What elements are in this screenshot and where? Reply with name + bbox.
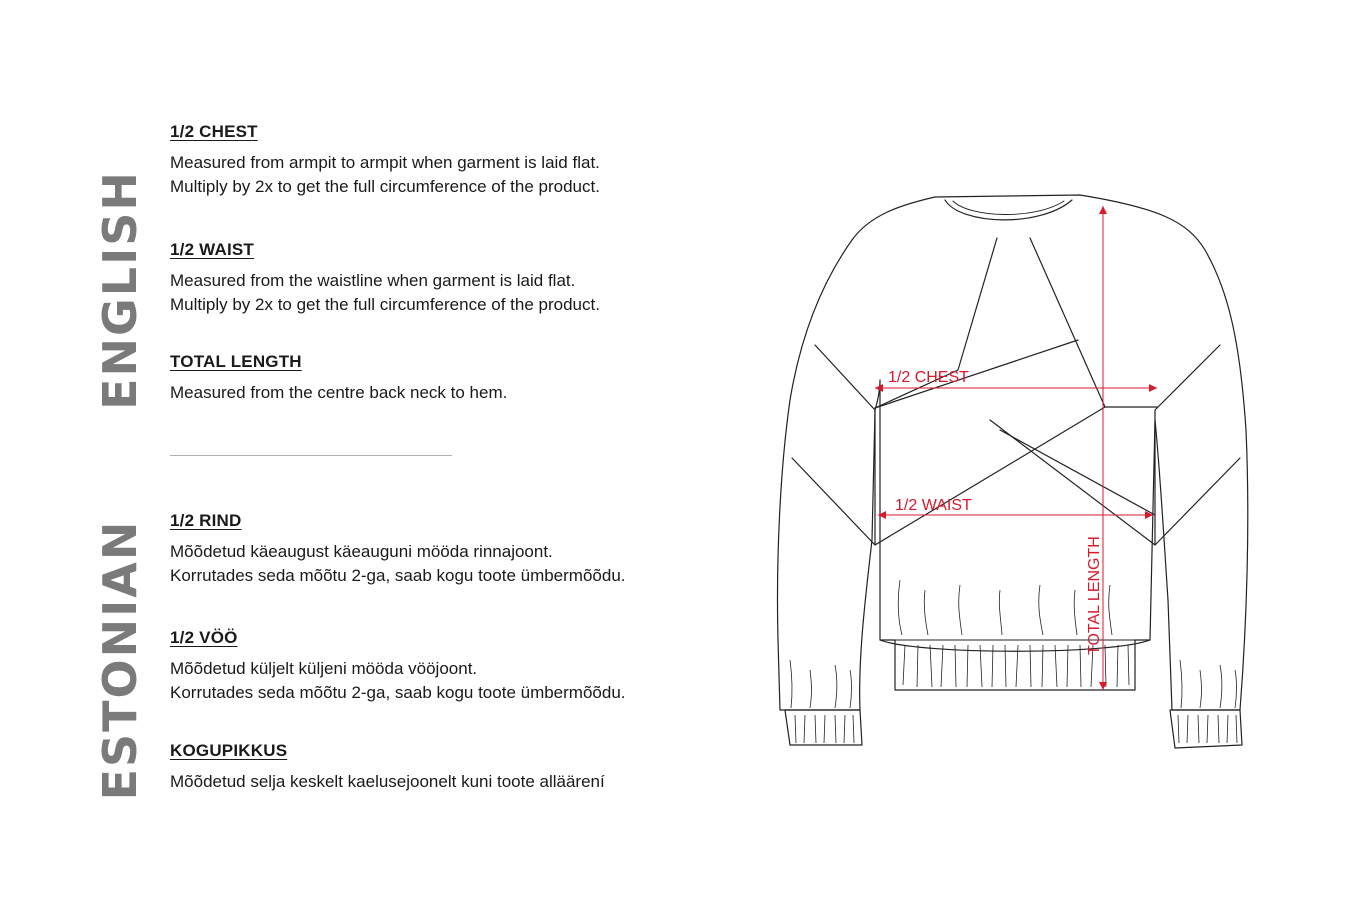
measure-title: TOTAL LENGTH bbox=[170, 352, 302, 371]
collar bbox=[945, 200, 1072, 220]
section-divider bbox=[170, 455, 452, 456]
measure-title: 1/2 CHEST bbox=[170, 122, 258, 141]
measure-desc-line1: Mõõdetud selja keskelt kaelusejoonelt kuni toote alläärení bbox=[170, 772, 605, 791]
measure-desc-line2: Korrutades seda mõõtu 2-ga, saab kogu toote ümbermõõdu. bbox=[170, 683, 626, 702]
estonian-section-label: ESTONIAN bbox=[93, 519, 147, 801]
measure-desc-line1: Mõõdetud käeaugust käeauguni mööda rinnajoont. bbox=[170, 542, 553, 561]
sweatshirt-diagram bbox=[760, 180, 1270, 770]
measure-title: 1/2 VÖÖ bbox=[170, 628, 238, 647]
measure-desc-line1: Mõõdetud küljelt küljeni mööda vööjoont. bbox=[170, 659, 478, 678]
measure-desc-line2: Korrutades seda mõõtu 2-ga, saab kogu toote ümbermõõdu. bbox=[170, 566, 626, 585]
length-measure-block-en bbox=[170, 352, 730, 405]
measure-title: 1/2 RIND bbox=[170, 511, 242, 530]
waist-measure-label: 1/2 WAIST bbox=[895, 497, 972, 514]
chest-measure-block-en bbox=[170, 122, 730, 199]
measure-title: 1/2 WAIST bbox=[170, 240, 254, 259]
length-measure-label: TOTAL LENGTH bbox=[1086, 536, 1103, 655]
waist-measure-block-en bbox=[170, 240, 730, 317]
measure-desc-line2: Multiply by 2x to get the full circumference of the product. bbox=[170, 295, 600, 314]
garment-outline bbox=[778, 195, 1248, 710]
chest-measure-label: 1/2 CHEST bbox=[888, 369, 969, 386]
waist-measure-block-et bbox=[170, 628, 730, 705]
measure-desc-line1: Measured from armpit to armpit when garment is laid flat. bbox=[170, 153, 600, 172]
chest-measure-block-et bbox=[170, 511, 730, 588]
measure-title: KOGUPIKKUS bbox=[170, 741, 288, 760]
measure-desc-line1: Measured from the waistline when garment is laid flat. bbox=[170, 271, 576, 290]
measure-desc-line1: Measured from the centre back neck to hem. bbox=[170, 383, 508, 402]
length-measure-block-et bbox=[170, 741, 730, 794]
measure-desc-line2: Multiply by 2x to get the full circumference of the product. bbox=[170, 177, 600, 196]
english-section-label: ENGLISH bbox=[93, 170, 147, 410]
